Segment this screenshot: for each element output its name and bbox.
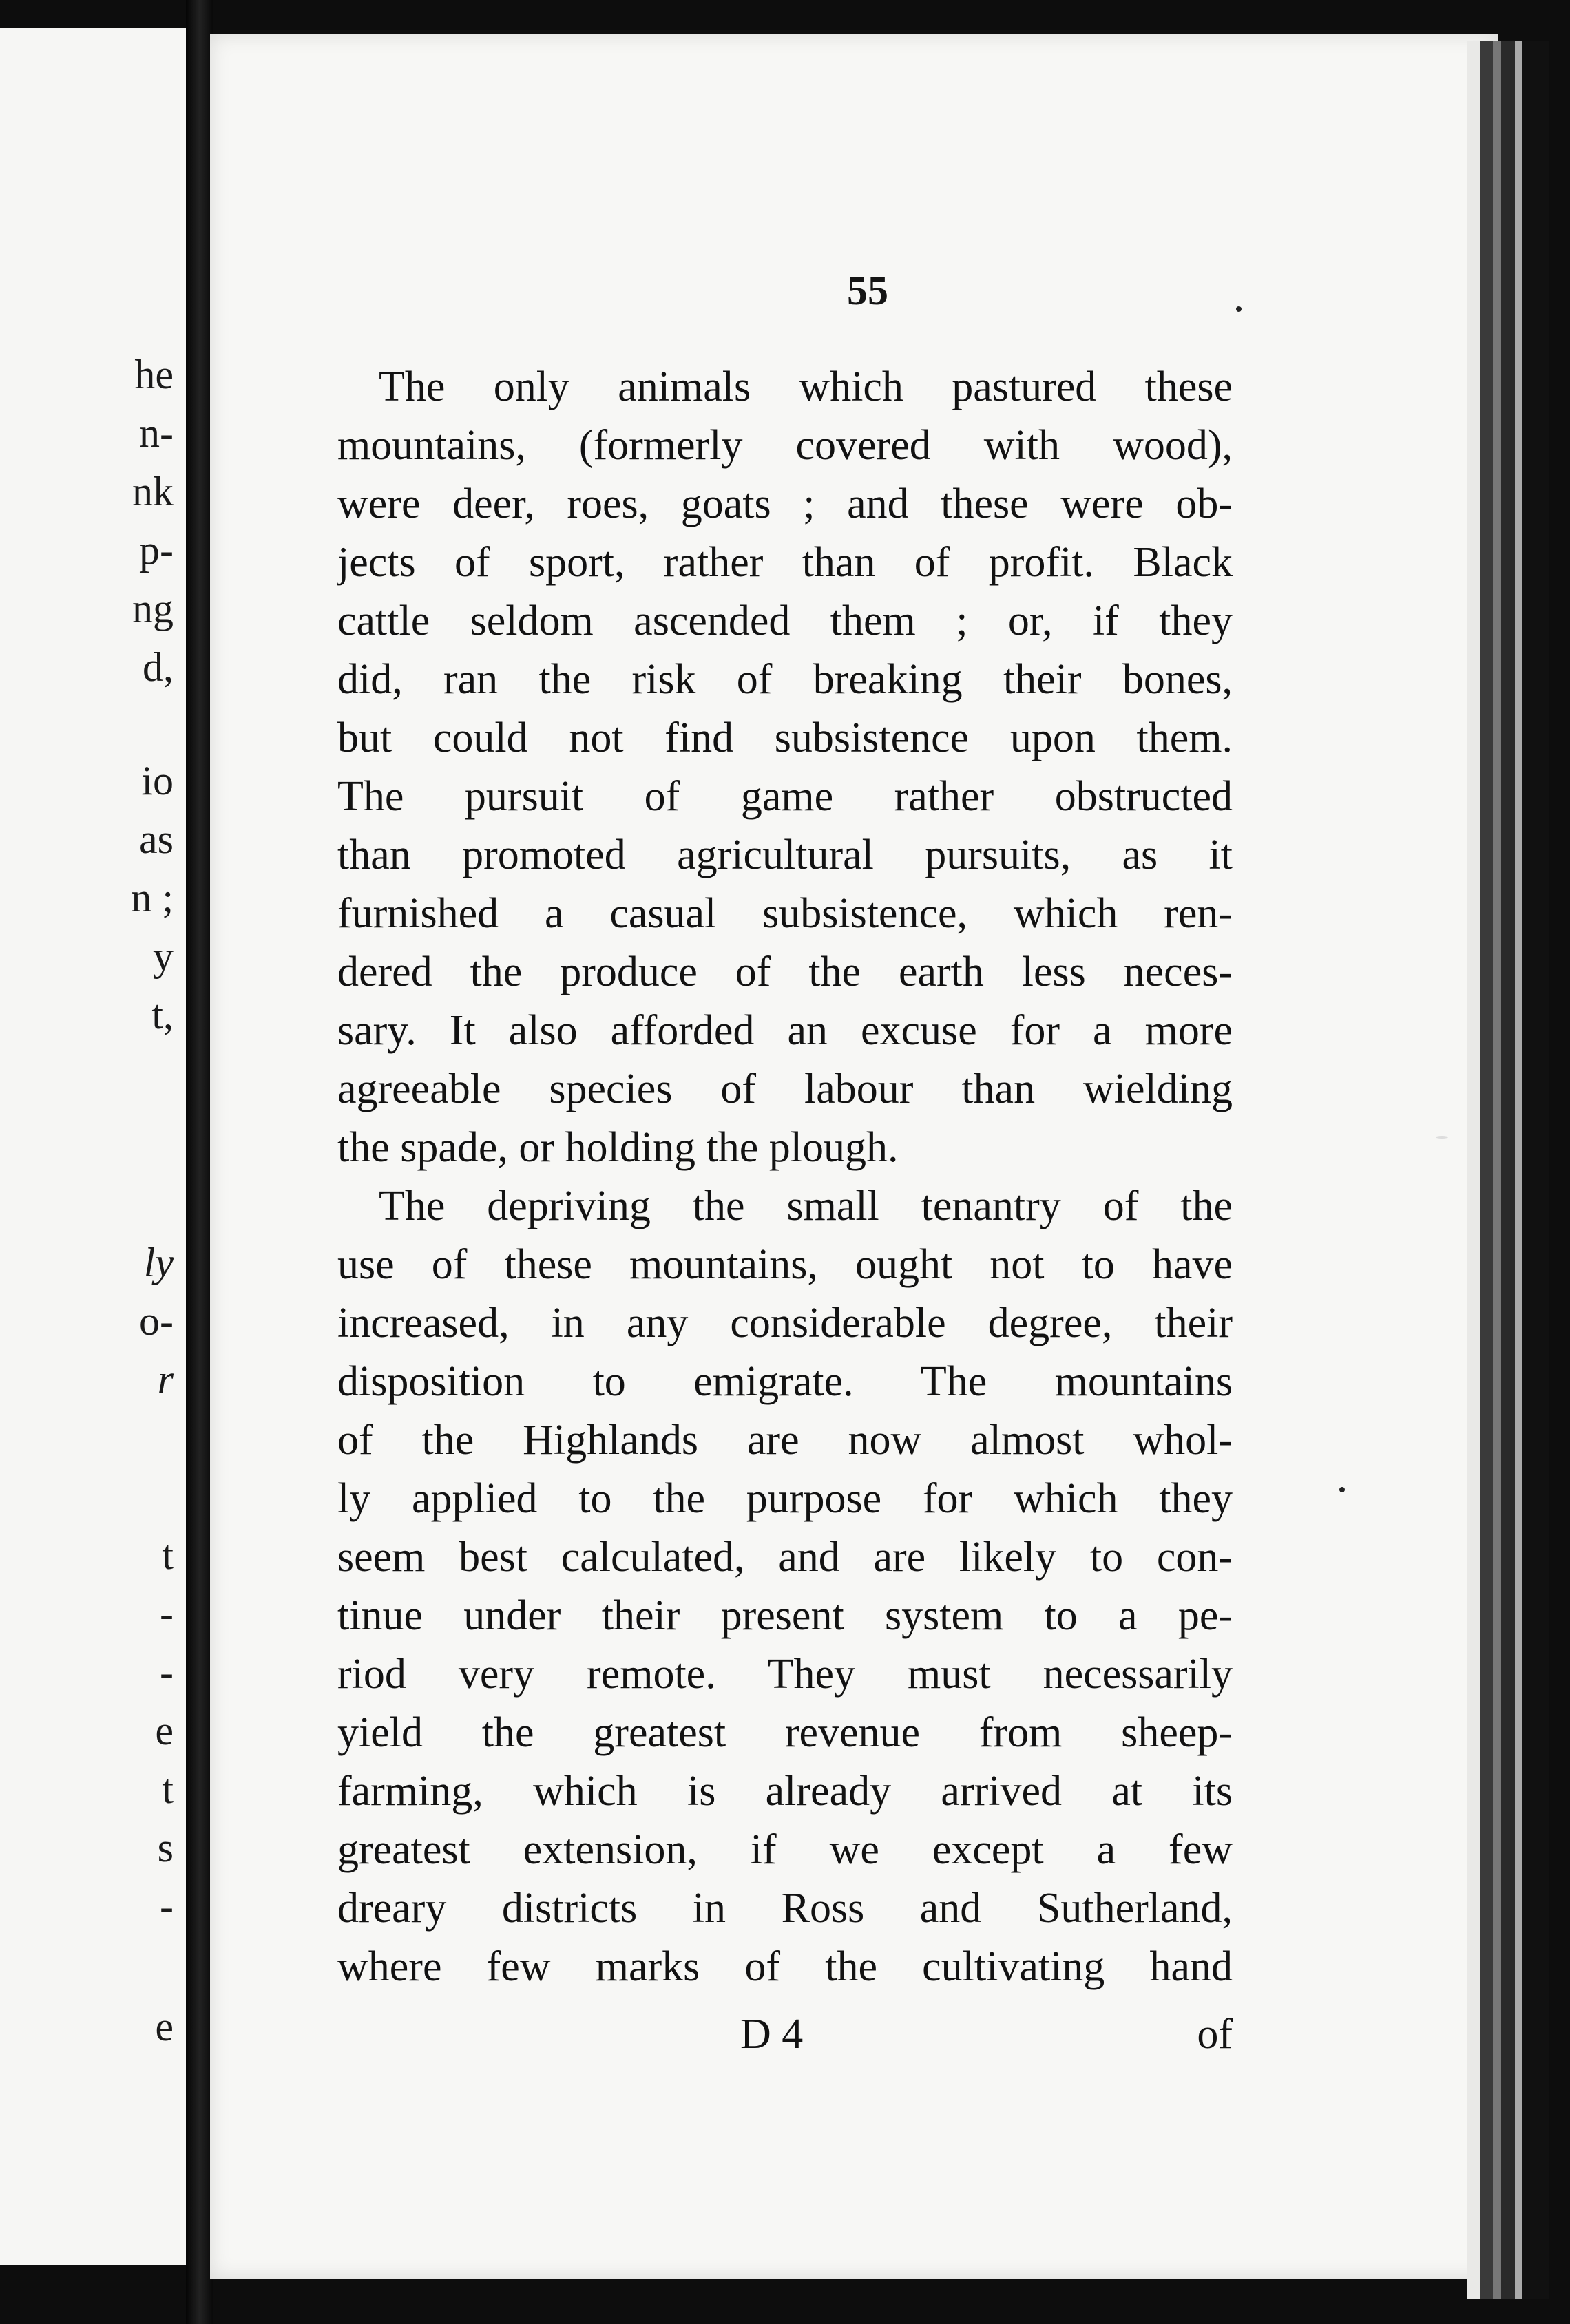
page-number: 55 (847, 268, 888, 313)
text-line: The pursuit of game rather obstructed (337, 773, 1233, 820)
left-page-fragment: nk (132, 469, 174, 514)
text-line: than promoted agricultural pursuits, as it (337, 832, 1233, 878)
text-line: jects of sport, rather than of profit. Black (337, 539, 1233, 586)
left-page-fragment: n ; (131, 875, 174, 920)
book-gutter (186, 0, 213, 2324)
text-line: where few marks of the cultivating hand (337, 1943, 1233, 1990)
page-edges (1467, 41, 1549, 2299)
text-line: of the Highlands are now almost whol- (337, 1417, 1233, 1464)
text-line: disposition to emigrate. The mountains (337, 1358, 1233, 1405)
left-page-fragment: y (153, 933, 174, 979)
left-page-fragment: as (139, 816, 174, 862)
text-line: farming, which is already arrived at its (337, 1768, 1233, 1815)
left-page-fragment: t, (151, 992, 174, 1037)
text-line: greatest extension, if we except a few (337, 1826, 1233, 1873)
left-page-fragment: e (155, 1708, 174, 1753)
text-line: furnished a casual subsistence, which ren- (337, 890, 1233, 937)
text-line: dreary districts in Ross and Sutherland, (337, 1885, 1233, 1932)
catchword: of (1197, 2011, 1233, 2058)
left-page-fragment: n- (139, 410, 174, 456)
left-page-fragment: ly (143, 1240, 174, 1285)
book-page (210, 34, 1498, 2279)
left-page-fragment: - (160, 1649, 174, 1695)
text-line: ly applied to the purpose for which they (337, 1475, 1233, 1522)
scan-speck (1436, 1136, 1448, 1139)
left-page-fragment: p- (139, 527, 174, 573)
left-page-fragment: io (141, 758, 174, 803)
left-page-fragment: s (157, 1825, 174, 1870)
left-page-fragment: ng (132, 586, 174, 631)
body-text (337, 358, 1233, 1996)
text-line: agreeable species of labour than wielding (337, 1066, 1233, 1112)
left-page-fragment: r (157, 1357, 174, 1402)
left-page-fragment: he (134, 352, 174, 397)
left-page-fragment: t (162, 1766, 174, 1812)
left-page-fragment: t (162, 1532, 174, 1578)
text-line: The depriving the small tenantry of the (379, 1183, 1233, 1229)
text-line: riod very remote. They must necessarily (337, 1651, 1233, 1698)
text-line: use of these mountains, ought not to have (337, 1241, 1233, 1288)
text-line: were deer, roes, goats ; and these were ob- (337, 480, 1233, 527)
text-line: seem best calculated, and are likely to con- (337, 1534, 1233, 1581)
facing-page-left (0, 28, 193, 2265)
page-footer (337, 2010, 1233, 2069)
text-line: the spade, or holding the plough. (337, 1124, 899, 1171)
text-line: cattle seldom ascended them ; or, if they (337, 598, 1233, 644)
scan-speck (1236, 306, 1242, 312)
text-line: did, ran the risk of breaking their bones, (337, 656, 1233, 703)
left-page-fragment: d, (143, 644, 174, 690)
text-line: mountains, (formerly covered with wood), (337, 422, 1233, 469)
text-line: dered the produce of the earth less neces- (337, 949, 1233, 995)
left-page-fragment: o- (139, 1298, 174, 1344)
text-line: The only animals which pastured these (379, 363, 1233, 410)
signature-mark: D 4 (740, 2011, 804, 2058)
text-line: yield the greatest revenue from sheep- (337, 1709, 1233, 1756)
text-line: sary. It also afforded an excuse for a more (337, 1007, 1233, 1054)
scan-speck (1339, 1487, 1345, 1492)
left-page-fragment: - (160, 1883, 174, 1929)
text-line: increased, in any considerable degree, their (337, 1300, 1233, 1346)
text-line: but could not find subsistence upon them. (337, 715, 1233, 761)
left-page-fragment: e (155, 2004, 174, 2049)
text-line: tinue under their present system to a pe- (337, 1592, 1233, 1639)
left-page-fragment: - (160, 1591, 174, 1636)
